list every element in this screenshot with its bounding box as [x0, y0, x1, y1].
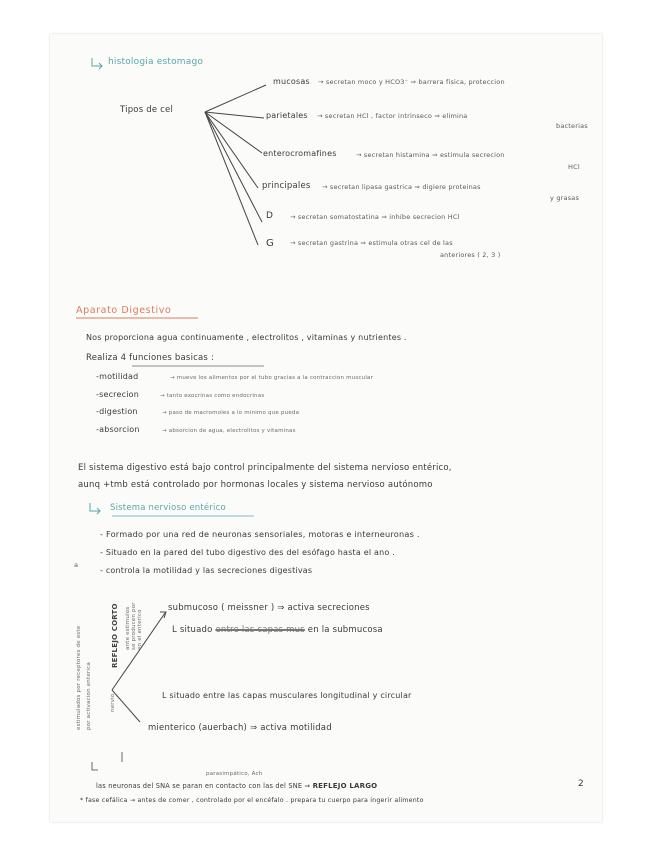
- sne-heading: Sistema nervioso entérico: [110, 503, 226, 513]
- function-desc: → absorcion de agua, electrolitos y vitaminas: [162, 428, 296, 434]
- situado-prefix: L situado: [172, 625, 213, 635]
- cell-type-name: principales: [262, 181, 311, 191]
- margin-mark: a: [74, 561, 79, 569]
- function-desc: → paso de macromoles a lo minimo que pueda: [162, 410, 300, 416]
- function-name: -digestion: [96, 407, 138, 416]
- footer-line: [96, 783, 377, 791]
- footer-line: * fase cefálica → antes de comer , controlado por el encéfalo . prepara tu cuerpo para ingerir alimento: [80, 797, 424, 804]
- side-note: se producen por: [131, 602, 137, 650]
- functions-intro-b: 4 funciones basicas :: [120, 353, 215, 363]
- footer-line1-a: las neuronas del SNA se paran en contacto con las del SNE ⇒: [96, 782, 311, 790]
- cell-type-desc: → secretan lipasa gastrica ⇒ digiere proteinas: [322, 183, 481, 191]
- functions-intro-a: Realiza: [86, 353, 118, 363]
- situado-suffix: en la submucosa: [307, 625, 383, 635]
- side-note: en el enterico: [137, 609, 143, 650]
- mienterico-line: mienterico (auerbach) ⇒ activa motilidad: [148, 723, 332, 733]
- function-desc: → mueve los alimentos por el tubo gracias a la contraccion muscular: [170, 375, 374, 381]
- section-title: Aparato Digestivo: [76, 305, 172, 316]
- intro-text: Nos proporciona agua continuamente , electrolitos , vitaminas y nutrientes .: [86, 333, 407, 342]
- cell-type-desc: → secretan somatostatina ⇒ inhibe secrecion HCl: [290, 213, 460, 221]
- reflejo-largo-label: REFLEJO LARGO: [312, 782, 378, 790]
- function-name: -absorcion: [96, 425, 140, 434]
- cell-type-desc: → secretan HCl , factor intrinseco ⇒ elimina: [317, 112, 468, 120]
- cell-type-name: D: [266, 211, 274, 221]
- paragraph-line: El sistema digestivo está bajo control principalmente del sistema nervioso entérico,: [78, 463, 452, 473]
- situado-mienterico-line: L situado entre las capas musculares longitudinal y circular: [162, 691, 412, 700]
- cell-type-desc: → secretan moco y HCO3⁻ ⇒ barrera fisica, proteccion: [318, 78, 505, 86]
- page-number: 2: [578, 779, 584, 789]
- function-name: -secrecion: [96, 390, 139, 399]
- cell-type-desc: → secretan histamina ⇒ estimula secrecion: [356, 151, 505, 159]
- cell-type-name: enterocromafines: [263, 149, 337, 158]
- cell-types-label: Tipos de cel: [120, 105, 174, 115]
- cell-type-name: G: [266, 238, 274, 249]
- cell-type-name: mucosas: [273, 77, 310, 86]
- function-desc: → tanto exocrinas como endocrinas: [160, 393, 265, 399]
- cell-type-fan-lines: [205, 85, 266, 245]
- submucoso-line: submucoso ( meissner ) ⇒ activa secreciones: [168, 603, 370, 613]
- cell-type-desc-cont: HCl: [568, 163, 580, 171]
- reflejo-corto-label: REFLEJO CORTO: [111, 603, 119, 668]
- cell-type-name: parietales: [266, 111, 308, 120]
- side-note: ante estimulos: [125, 606, 131, 650]
- paragraph-line: aunq +tmb está controlado por hormonas locales y sistema nervioso autónomo: [78, 480, 433, 490]
- side-note: estimulados por receptores de este: [76, 625, 82, 730]
- cell-type-desc-cont: y grasas: [550, 194, 580, 202]
- cell-type-desc-cont: anteriores ( 2, 3 ): [440, 251, 501, 259]
- histology-heading: histologia estomago: [108, 57, 204, 67]
- footer-annotation: parasimpático, Ach: [206, 771, 263, 777]
- situado-line: [172, 626, 383, 635]
- sne-bullet: - controla la motilidad y las secreciones digestivas: [100, 566, 313, 575]
- sne-bullet: - Formado por una red de neuronas sensoriales, motoras e interneuronas .: [100, 529, 420, 539]
- side-note: nervio: [110, 693, 116, 712]
- function-name: -motilidad: [96, 372, 139, 381]
- cell-type-desc-cont: bacterias: [556, 122, 588, 130]
- sne-bullet: - Situado en la pared del tubo digestivo des del esófago hasta el ano .: [100, 548, 395, 557]
- functions-intro: [86, 354, 214, 363]
- cell-type-desc: → secretan gastrina ⇒ estimula otras cel de las: [290, 239, 453, 247]
- side-note: por activacion enterica: [86, 662, 92, 730]
- struck-text: entre las capas mus: [215, 625, 305, 635]
